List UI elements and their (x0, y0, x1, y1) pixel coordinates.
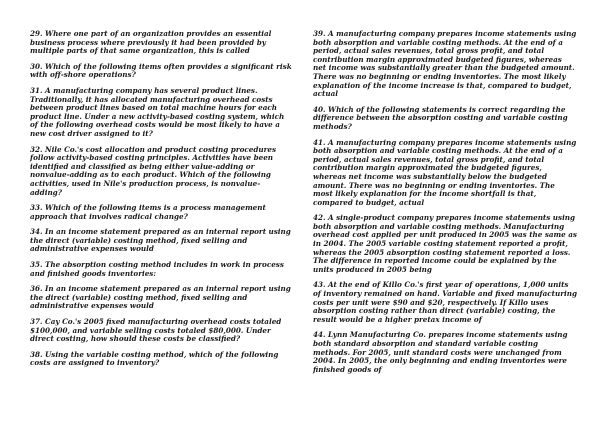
question-43: 43. At the end of Killo Co.'s first year of operations, 1,000 units of inventory remained on hand. Variable and fixed manufacturing costs per unit were $90 and $20, respectively. If Killo uses absorption costing rather than direct (variable) costing, the result would be a higher pretax income of (313, 280, 577, 324)
question-32: 32. Nile Co.'s cost allocation and product costing procedures follow activity-based costing principles. Activities have been identified and classified as being either value-adding or nonvalue-adding as to each product. Which of the following activities, used in Nile's production process, is nonvalue-adding? (30, 144, 277, 197)
question-33: 33. Which of the following items is a process management approach that involves radical change? (30, 203, 266, 221)
right-column (313, 30, 577, 381)
question-35: 35. The absorption costing method includes in work in process and finished goods inventories: (30, 260, 284, 278)
question-34: 34. In an income statement prepared as an internal report using the direct (variable) costing method, fixed selling and administrative expenses would (30, 227, 291, 254)
question-29: 29. Where one part of an organization provides an essential business process where previously it had been provided by multiple parts of that same organization, this is called (30, 29, 272, 56)
question-30: 30. Which of the following items often provides a significant risk with off-shore operations? (30, 61, 292, 80)
left-column (30, 30, 292, 375)
question-44: 44. Lynn Manufacturing Co. prepares income statements using both standard absorption and standard variable costing methods. For 2005, unit standard costs were unchanged from 2004. In 2005, the only beginning and ending inventories were finished goods of (313, 330, 568, 374)
question-39: 39. A manufacturing company prepares income statements using both absorption and variable costing methods. At the end of a period, actual sales revenues, total gross profit, and total contribution margin approximated budgeted figures, whereas net income was substantially greater than the budgeted amount. There was no beginning or ending inventories. The most likely explanation of the income increase is that, compared to budget, actual (313, 29, 577, 99)
question-41: 41. A manufacturing company prepares income statements using both absorption and variable costing methods. At the end of a period, actual sales revenues, total gross profit, and total contribution margin approximated the budgeted figures, whereas net income was substantially below the budgeted amount. There was no beginning or ending inventories. The most likely explanation for the income shortfall is that, compared to budget, actual (313, 137, 577, 207)
question-38: 38. Using the variable costing method, which of the following costs are assigned to inventory? (30, 349, 279, 368)
question-31: 31. A manufacturing company has several product lines. Traditionally, it has allocated manufacturing overhead costs between product lines based on total machine hours for each product line. Under a new activity-based costing system, which of the following overhead costs would be most likely to have a new cost driver assigned to it? (30, 85, 285, 138)
question-42: 42. A single-product company prepares income statements using both absorption and variable costing methods. Manufacturing overhead cost applied per unit produced in 2005 was the same as in 2004. The 2005 variable costing statement reported a profit, whereas the 2005 absorption costing statement reported a loss. The difference in reported income could be explained by the units produced in 2005 being (313, 213, 577, 274)
question-40: 40. Which of the following statements is correct regarding the difference between the absorption costing and variable costing methods? (313, 104, 568, 131)
question-36: 36. In an income statement prepared as an internal report using the direct (variable) costing method, fixed selling and administrative expenses would (30, 284, 291, 311)
question-37: 37. Cay Co.'s 2005 fixed manufacturing overhead costs totaled $100,000, and variable selling costs totaled $80,000. Under direct costing, how should these costs be classified? (30, 317, 282, 344)
